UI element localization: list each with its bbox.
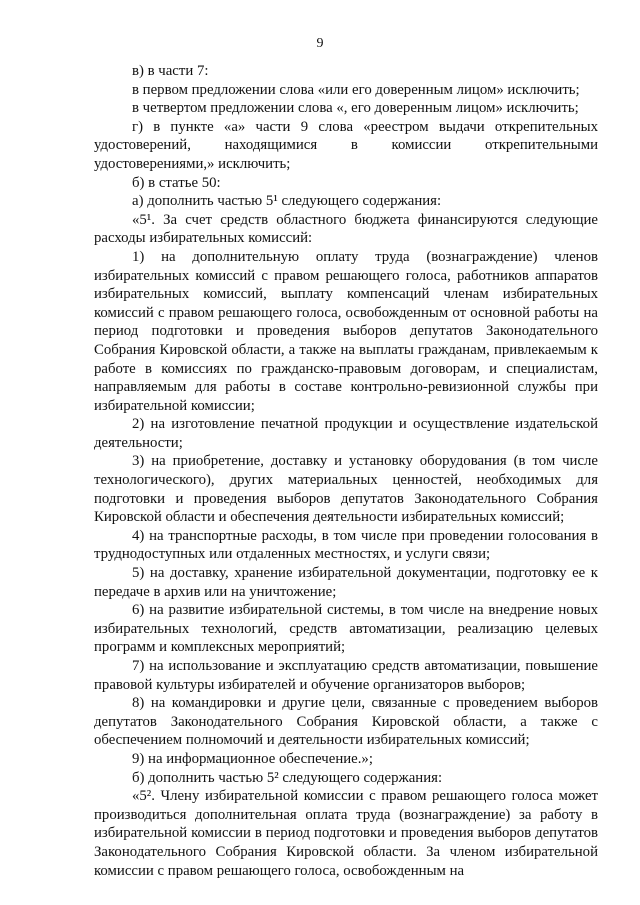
- paragraph: 2) на изготовление печатной продукции и осуществление издательской деятельности;: [94, 416, 598, 451]
- paragraph: в первом предложении слова «или его доверенным лицом» исключить;: [132, 81, 580, 98]
- paragraph: а) дополнить частью 5¹ следующего содержания:: [132, 193, 442, 210]
- paragraph: «5². Члену избирательной комиссии с правом решающего голоса может производиться дополнительная оплата труда (вознаграждение) за работу в избирательной комиссии в период подготовки и проведения выборов депутатов Законодательного Собрания Кировской области. За членом избирательной комиссии с правом решающего голоса, освобожденным на: [94, 788, 598, 879]
- paragraph: 6) на развитие избирательной системы, в том числе на внедрение новых избирательных технологий, средств автоматизации, реализацию целевых программ и комплексных мероприятий;: [94, 602, 598, 656]
- paragraph: 7) на использование и эксплуатацию средств автоматизации, повышение правовой культуры избирателей и обучение организаторов выборов;: [94, 658, 598, 693]
- paragraph: 1) на дополнительную оплату труда (вознаграждение) членов избирательных комиссий с правом решающего голоса, работников аппаратов избирательных комиссий, выплату компенсаций членам избирательных комиссий с правом решающего голоса, освобожденным от основной работы на период подготовки и проведения выборов депутатов Законодательного Собрания Кировской области, а также на выплаты гражданам, привлекаемым к работе в комиссиях по гражданско-правовым договорам, и специалистам, направляемым для работы в составе контрольно-ревизионной службы при избирательной комиссии;: [94, 248, 598, 414]
- paragraph: в четвертом предложении слова «, его доверенным лицом» исключить;: [132, 100, 579, 117]
- paragraph: в) в части 7:: [132, 63, 209, 79]
- paragraph: 5) на доставку, хранение избирательной документации, подготовку ее к передаче в архив или на уничтожение;: [94, 565, 598, 600]
- paragraph: б) в статье 50:: [132, 174, 221, 191]
- paragraph: г) в пункте «а» части 9 слова «реестром выдачи открепительных удостоверений, находящимися в комиссии открепительными удостоверениями,» исключить;: [94, 118, 598, 172]
- paragraph: 8) на командировки и другие цели, связанные с проведением выборов депутатов Законодательного Собрания Кировской области, а также с обеспечением полномочий и деятельности избирательных комиссий;: [94, 695, 598, 749]
- document-body: [94, 62, 598, 880]
- paragraph: «5¹. За счет средств областного бюджета финансируются следующие расходы избирательных комиссий:: [94, 211, 598, 247]
- page-number: 9: [316, 36, 324, 51]
- paragraph: 3) на приобретение, доставку и установку оборудования (в том числе технологического), других материальных ценностей, необходимых для подготовки и проведения выборов депутатов Законодательного Собрания Кировской области и обеспечения деятельности избирательных комиссий;: [94, 453, 598, 526]
- paragraph: б) дополнить частью 5² следующего содержания:: [132, 769, 443, 786]
- paragraph: 4) на транспортные расходы, в том числе при проведении голосования в труднодоступных или отдаленных местностях, и услуги связи;: [94, 527, 598, 563]
- paragraph: 9) на информационное обеспечение.»;: [132, 750, 373, 767]
